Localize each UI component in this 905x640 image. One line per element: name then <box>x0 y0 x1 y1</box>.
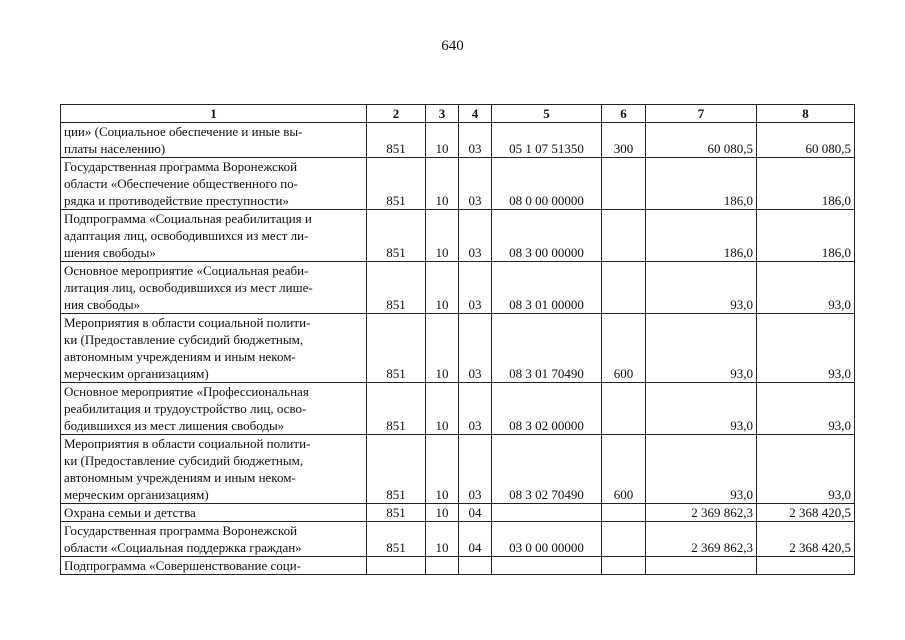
subsection-cell: 03 <box>459 123 492 158</box>
expense-type-cell <box>602 383 646 435</box>
org-code-cell <box>367 557 426 575</box>
item-name-cell: Подпрограмма «Совершенствование соци- <box>61 557 367 575</box>
item-name-cell: Мероприятия в области социальной полити- ки (Предоставление субсидий бюджетным, автономным учреждениям и иным неком- мерческим организациям) <box>61 314 367 383</box>
table-body <box>61 123 855 575</box>
amount-year-2-cell <box>757 557 855 575</box>
amount-year-2-cell: 93,0 <box>757 314 855 383</box>
table-row <box>61 262 855 314</box>
table-row <box>61 435 855 504</box>
org-code-cell: 851 <box>367 504 426 522</box>
amount-year-2-cell: 93,0 <box>757 435 855 504</box>
org-code-cell: 851 <box>367 435 426 504</box>
target-article-cell <box>492 504 602 522</box>
section-cell <box>426 557 459 575</box>
expense-type-cell <box>602 262 646 314</box>
amount-year-1-cell: 93,0 <box>646 314 757 383</box>
org-code-cell: 851 <box>367 158 426 210</box>
amount-year-1-cell: 2 369 862,3 <box>646 522 757 557</box>
expense-type-cell <box>602 504 646 522</box>
col-header-1: 1 <box>61 105 367 123</box>
target-article-cell <box>492 557 602 575</box>
subsection-cell: 03 <box>459 158 492 210</box>
col-header-6: 6 <box>602 105 646 123</box>
page-number: 640 <box>441 38 464 54</box>
amount-year-2-cell: 60 080,5 <box>757 123 855 158</box>
subsection-cell: 03 <box>459 314 492 383</box>
org-code-cell: 851 <box>367 123 426 158</box>
org-code-cell: 851 <box>367 522 426 557</box>
item-name-cell: Государственная программа Воронежской области «Социальная поддержка граждан» <box>61 522 367 557</box>
col-header-4: 4 <box>459 105 492 123</box>
amount-year-1-cell: 93,0 <box>646 383 757 435</box>
expense-type-cell <box>602 210 646 262</box>
section-cell: 10 <box>426 522 459 557</box>
table-row <box>61 210 855 262</box>
amount-year-2-cell: 93,0 <box>757 383 855 435</box>
amount-year-2-cell: 2 368 420,5 <box>757 504 855 522</box>
amount-year-1-cell: 186,0 <box>646 210 757 262</box>
amount-year-2-cell: 93,0 <box>757 262 855 314</box>
table-row <box>61 314 855 383</box>
subsection-cell: 04 <box>459 522 492 557</box>
col-header-8: 8 <box>757 105 855 123</box>
subsection-cell: 03 <box>459 383 492 435</box>
section-cell: 10 <box>426 210 459 262</box>
target-article-cell: 05 1 07 51350 <box>492 123 602 158</box>
subsection-cell: 03 <box>459 210 492 262</box>
budget-table <box>60 104 855 575</box>
section-cell: 10 <box>426 123 459 158</box>
amount-year-2-cell: 186,0 <box>757 210 855 262</box>
target-article-cell: 08 3 01 70490 <box>492 314 602 383</box>
col-header-7: 7 <box>646 105 757 123</box>
table-header-row <box>61 105 855 123</box>
amount-year-2-cell: 2 368 420,5 <box>757 522 855 557</box>
table-row <box>61 504 855 522</box>
item-name-cell: Охрана семьи и детства <box>61 504 367 522</box>
table-row <box>61 123 855 158</box>
section-cell: 10 <box>426 314 459 383</box>
amount-year-1-cell <box>646 557 757 575</box>
item-name-cell: Подпрограмма «Социальная реабилитация и адаптация лиц, освободившихся из мест ли- шения свободы» <box>61 210 367 262</box>
org-code-cell: 851 <box>367 262 426 314</box>
table-row <box>61 383 855 435</box>
expense-type-cell <box>602 557 646 575</box>
amount-year-1-cell: 93,0 <box>646 262 757 314</box>
target-article-cell: 08 3 00 00000 <box>492 210 602 262</box>
subsection-cell: 04 <box>459 504 492 522</box>
amount-year-1-cell: 93,0 <box>646 435 757 504</box>
org-code-cell: 851 <box>367 210 426 262</box>
section-cell: 10 <box>426 504 459 522</box>
section-cell: 10 <box>426 383 459 435</box>
target-article-cell: 08 3 02 70490 <box>492 435 602 504</box>
item-name-cell: Мероприятия в области социальной полити- ки (Предоставление субсидий бюджетным, автономным учреждениям и иным неком- мерческим организациям) <box>61 435 367 504</box>
table-row <box>61 522 855 557</box>
col-header-5: 5 <box>492 105 602 123</box>
item-name-cell: ции» (Социальное обеспечение и иные вы- платы населению) <box>61 123 367 158</box>
org-code-cell: 851 <box>367 383 426 435</box>
subsection-cell: 03 <box>459 435 492 504</box>
subsection-cell <box>459 557 492 575</box>
target-article-cell: 03 0 00 00000 <box>492 522 602 557</box>
col-header-3: 3 <box>426 105 459 123</box>
expense-type-cell <box>602 522 646 557</box>
subsection-cell: 03 <box>459 262 492 314</box>
expense-type-cell: 600 <box>602 314 646 383</box>
item-name-cell: Основное мероприятие «Социальная реаби- литация лиц, освободившихся из мест лише- ния свободы» <box>61 262 367 314</box>
section-cell: 10 <box>426 262 459 314</box>
target-article-cell: 08 0 00 00000 <box>492 158 602 210</box>
org-code-cell: 851 <box>367 314 426 383</box>
table-row <box>61 158 855 210</box>
item-name-cell: Государственная программа Воронежской области «Обеспечение общественного по- рядка и противодействие преступности» <box>61 158 367 210</box>
col-header-2: 2 <box>367 105 426 123</box>
target-article-cell: 08 3 01 00000 <box>492 262 602 314</box>
expense-type-cell: 300 <box>602 123 646 158</box>
table-row <box>61 557 855 575</box>
expense-type-cell: 600 <box>602 435 646 504</box>
amount-year-1-cell: 186,0 <box>646 158 757 210</box>
section-cell: 10 <box>426 158 459 210</box>
expense-type-cell <box>602 158 646 210</box>
section-cell: 10 <box>426 435 459 504</box>
amount-year-1-cell: 60 080,5 <box>646 123 757 158</box>
item-name-cell: Основное мероприятие «Профессиональная реабилитация и трудоустройство лиц, осво- бодившихся из мест лишения свободы» <box>61 383 367 435</box>
target-article-cell: 08 3 02 00000 <box>492 383 602 435</box>
amount-year-1-cell: 2 369 862,3 <box>646 504 757 522</box>
amount-year-2-cell: 186,0 <box>757 158 855 210</box>
